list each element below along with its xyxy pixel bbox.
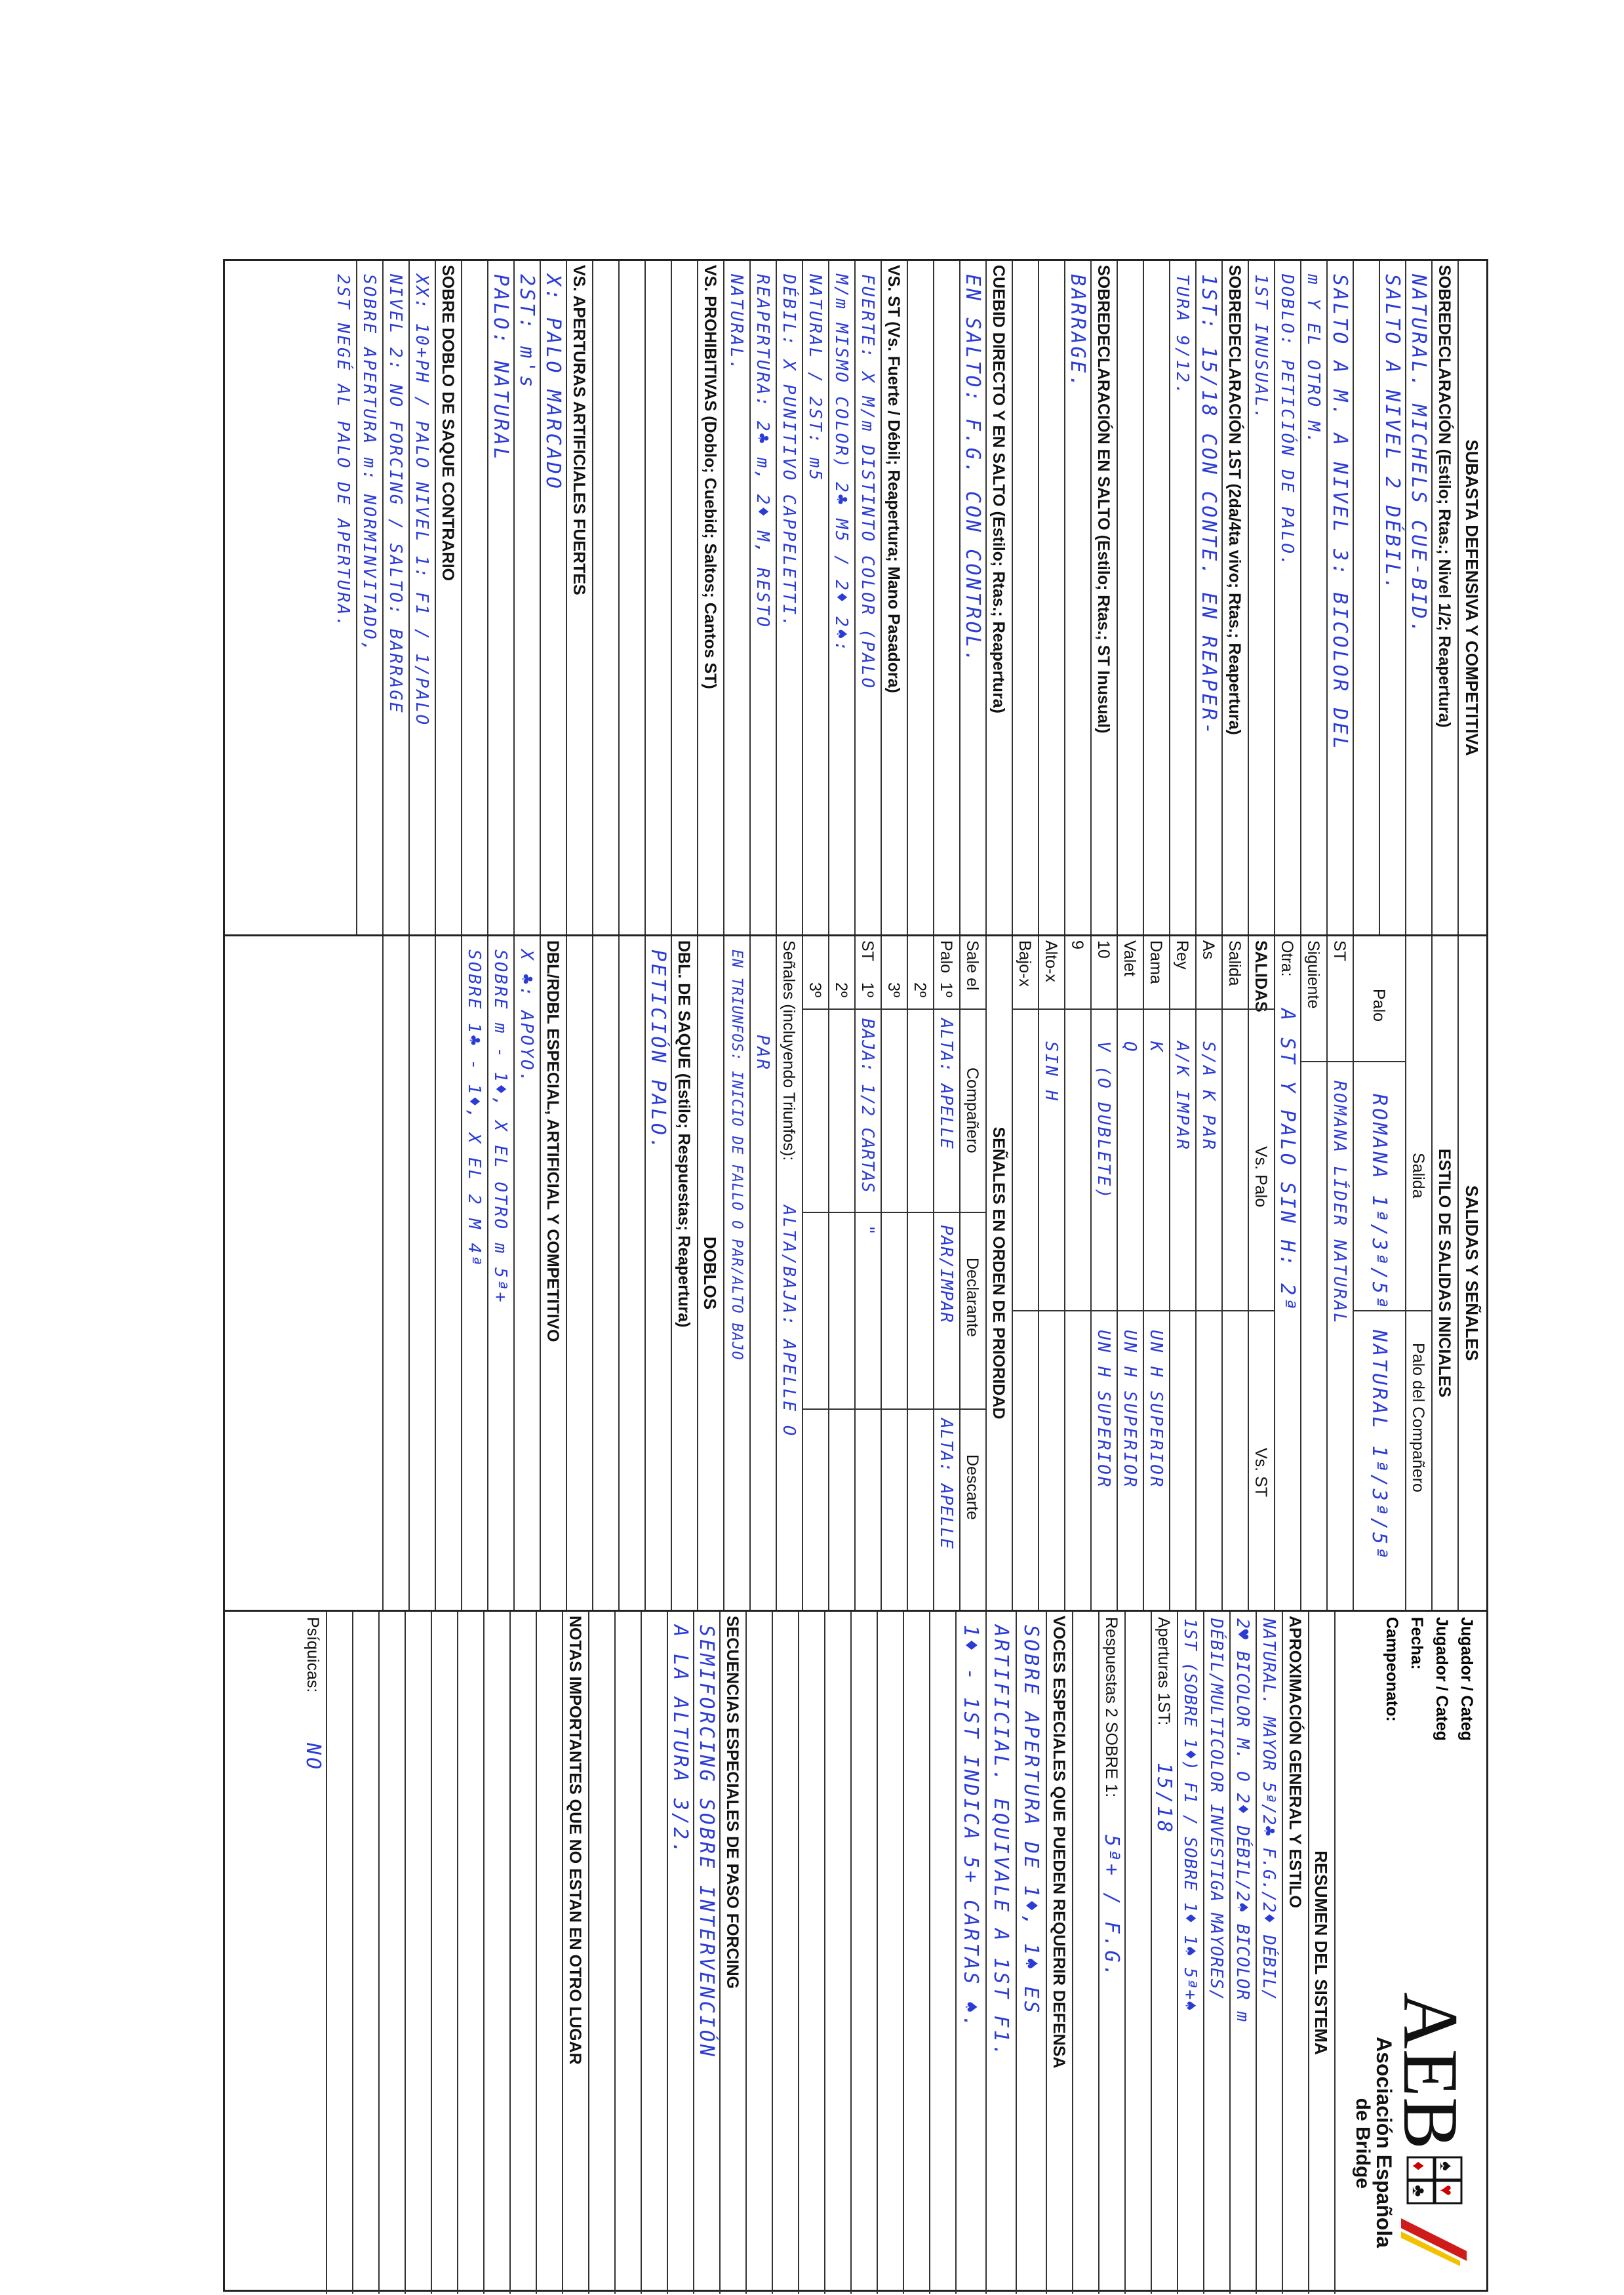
handwritten-text: UN H SUPERIOR xyxy=(1120,1330,1139,1489)
card-label: As xyxy=(1199,940,1218,960)
logo-sub: de Bridge xyxy=(1352,2098,1374,2189)
aeb-logo-mark xyxy=(1395,1986,1473,2267)
handwritten-line xyxy=(618,936,644,1610)
handwritten-text: SEMIFORCING SOBRE INTERVENCIÓN xyxy=(695,1625,718,2059)
handwritten-line xyxy=(457,1612,483,2294)
handwritten-text: PAR/IMPAR xyxy=(936,1225,956,1323)
handwritten-text: 1♦ - 1ST INDICA 5+ CARTAS ♠. xyxy=(959,1625,982,2030)
handwritten-text: 1ST: 15/18 CON CONTE. EN REAPER- xyxy=(1197,274,1220,737)
handwritten-line xyxy=(378,1612,405,2294)
leads-siguiente-row xyxy=(1300,936,1326,1610)
section-header: VOCES ESPECIALES QUE PUEDEN REQUERIR DEFENSA xyxy=(1046,1612,1072,2294)
panel-title: SUBASTA DEFENSIVA Y COMPETITIVA xyxy=(1457,261,1486,934)
handwritten-line xyxy=(955,1612,985,2294)
handwritten-text: X ♣: APOYO. xyxy=(517,949,536,1085)
signal-row xyxy=(881,936,907,1610)
signal-order-label: 1º xyxy=(858,982,877,998)
handwritten-text: 15/18 xyxy=(1153,1763,1176,1835)
handwritten-text: EN SALTO: F.G. CON CONTROL. xyxy=(961,274,984,665)
handwritten-line xyxy=(405,1612,431,2294)
handwritten-text: NATURAL / 2ST: m5 xyxy=(805,274,825,483)
handwritten-text: FUERTE: X M/m DISTINTO COLOR (PALO xyxy=(858,274,877,690)
signal-order-label: 3º xyxy=(884,982,903,998)
handwritten-text: DÉBIL: X PUNITIVO CAPPELETTI. xyxy=(779,274,799,629)
handwritten-text: XX: 10+PH / PALO NIVEL 1: F1 / 1/PALO xyxy=(412,274,431,727)
handwritten-text: PAR xyxy=(753,1035,772,1071)
handwritten-line xyxy=(614,1612,641,2294)
card-row xyxy=(1117,936,1143,1610)
leads-otra-row xyxy=(1274,936,1300,1610)
jugador-1-label: Jugador / Categ xyxy=(1457,1617,1476,1741)
handwritten-line xyxy=(513,261,540,934)
handwritten-line xyxy=(907,261,933,934)
signal-suit-label: Palo xyxy=(937,940,955,974)
handwritten-line xyxy=(828,261,854,934)
system-summary-panel xyxy=(225,1612,1486,2294)
handwritten-text: 5ª+ / F.G. xyxy=(1100,1835,1123,1980)
signal-row xyxy=(933,936,959,1610)
section-header: VS. PROHIBITIVAS (Doblo; Cuebid; Saltos; Cantos ST) xyxy=(697,261,723,934)
triunfos-row xyxy=(776,936,802,1610)
signal-order-label: 3º xyxy=(806,982,824,998)
handwritten-line xyxy=(540,261,566,934)
handwritten-line xyxy=(1064,261,1090,934)
card-label: 10 xyxy=(1094,940,1113,959)
handwritten-line xyxy=(588,1612,614,2294)
signals-table xyxy=(802,936,959,1610)
card-label: Rey xyxy=(1173,940,1191,970)
handwritten-text: REAPERTURA: 2♣ m, 2♦ M, RESTO xyxy=(753,274,772,629)
handwritten-line xyxy=(723,261,749,934)
handwritten-text: SOBRE m - 1♦, X EL OTRO m 5ª+ xyxy=(490,949,510,1304)
handwritten-line xyxy=(1405,261,1431,934)
section-header: VS. ST (Vs. Fuerte / Débil; Reapertura; Mano Pasadora) xyxy=(881,261,907,934)
handwritten-text: NATURAL. MAYOR 5ª/2♣ F.G./2♦ DÉBIL/ xyxy=(1259,1618,1278,2001)
handwritten-line xyxy=(592,936,618,1610)
card-row xyxy=(1169,936,1195,1610)
handwritten-line xyxy=(1016,1612,1046,2294)
svg-text:♦: ♦ xyxy=(1409,2161,1429,2171)
section-header: SOBREDECLARACIÓN (Estilo; Rtas.; Nivel 1/2; Reapertura) xyxy=(1431,261,1457,934)
logo-letters: AEB xyxy=(1395,1992,1473,2149)
handwritten-text: ALTA: APELLE xyxy=(936,1418,956,1549)
handwritten-text: 2ST: m's xyxy=(515,274,538,390)
handwritten-text: PETICIÓN PALO. xyxy=(646,949,669,1152)
handwritten-text: UN H SUPERIOR xyxy=(1146,1330,1166,1489)
handwritten-line xyxy=(1248,261,1274,934)
handwritten-line xyxy=(1038,261,1064,934)
section-header: DBL/RDBL ESPECIAL, ARTIFICIAL Y COMPETITIVO xyxy=(540,936,566,1610)
handwritten-line xyxy=(1256,1612,1282,2294)
jugador-2-label: Jugador / Categ xyxy=(1433,1617,1451,1741)
signal-row xyxy=(854,936,881,1610)
handwritten-line xyxy=(461,261,487,934)
signal-order-label: 1º xyxy=(937,982,955,998)
handwritten-text: PALO: NATURAL xyxy=(489,274,512,462)
handwritten-line xyxy=(641,1612,667,2294)
col-vs-st: Vs. ST xyxy=(1252,1448,1270,1498)
handwritten-line xyxy=(1117,261,1143,934)
handwritten-line xyxy=(326,1612,352,2294)
section-header: ESTILO DE SALIDAS INICIALES xyxy=(1431,936,1457,1610)
handwritten-line xyxy=(592,261,618,934)
handwritten-line xyxy=(854,261,881,934)
handwritten-line xyxy=(985,1612,1016,2294)
handwritten-line xyxy=(1379,261,1405,934)
handwritten-text: SALTO A NIVEL 2 DÉBIL. xyxy=(1381,274,1404,593)
handwritten-line xyxy=(487,261,513,934)
handwritten-line xyxy=(1072,1612,1098,2294)
handwritten-line xyxy=(749,261,776,934)
respuestas-label: Respuestas 2 SOBRE 1: xyxy=(1102,1617,1120,1798)
handwritten-text: SOBRE APERTURA m: NORMINVITADO, xyxy=(359,274,379,654)
handwritten-text: ALTA: APELLE xyxy=(936,1018,956,1149)
handwritten-text: A ST Y PALO SIN H: 2ª xyxy=(1276,1008,1299,1313)
signals-header-row xyxy=(959,936,985,1610)
handwritten-text: S/A K PAR xyxy=(1198,1041,1218,1151)
leads-signals-panel xyxy=(225,936,1486,1612)
section-header: SOBREDECLARACIÓN EN SALTO (Estilo; Rtas.; ST Inusual) xyxy=(1090,261,1117,934)
handwritten-text: NO xyxy=(302,1743,325,1772)
signal-order-label: 2º xyxy=(911,982,929,998)
col-salida: Salida xyxy=(1409,1153,1427,1199)
handwritten-line xyxy=(933,261,959,934)
card-row xyxy=(1038,936,1064,1610)
handwritten-line xyxy=(382,261,408,934)
col-sale: Sale el xyxy=(963,940,981,991)
handwritten-line xyxy=(1143,261,1169,934)
handwritten-line xyxy=(431,1612,457,2294)
handwritten-text: ALTA/BAJA: APELLE O xyxy=(779,1205,799,1438)
handwritten-text: DÉBIL/MULTICOLOR INVESTIGA MAYORES/ xyxy=(1206,1618,1226,2001)
handwritten-line xyxy=(644,261,671,934)
handwritten-line xyxy=(487,936,513,1610)
handwritten-text: ROMANA 1ª/3ª/5ª xyxy=(1368,1094,1391,1311)
handwritten-text: 2ST NEGÉ AL PALO DE APERTURA. xyxy=(333,274,353,629)
handwritten-text: TURA 9/12. xyxy=(1172,274,1192,397)
handwritten-line xyxy=(802,261,828,934)
row-siguiente-label: Siguiente xyxy=(1304,940,1322,1009)
svg-text:♣: ♣ xyxy=(1409,2185,1429,2197)
handwritten-line xyxy=(1169,261,1195,934)
handwritten-line xyxy=(509,1612,536,2294)
card-row xyxy=(1064,936,1090,1610)
doblos-header: DOBLOS xyxy=(697,936,723,1610)
triunfos-label: Señales (incluyendo Triunfos): xyxy=(780,940,798,1161)
handwritten-line xyxy=(959,261,985,934)
handwritten-line xyxy=(1177,1612,1203,2294)
section-header: NOTAS IMPORTANTES QUE NO ESTAN EN OTRO LUGAR xyxy=(562,1612,588,2294)
section-header: CUEBID DIRECTO Y EN SALTO (Estilo; Rtas.; Reapertura) xyxy=(985,261,1012,934)
handwritten-line xyxy=(749,936,776,1610)
handwritten-text: SIN H xyxy=(1041,1041,1061,1103)
handwritten-line xyxy=(824,1612,850,2294)
handwritten-text: m Y EL OTRO M. xyxy=(1303,274,1323,446)
psiquicas-label: Psíquicas: xyxy=(304,1617,322,1693)
card-label: Salida xyxy=(1225,940,1244,986)
handwritten-line xyxy=(408,261,435,934)
handwritten-text: EN TRIUNFOS: INICIO DE FALLO O PAR/ALTO BAJO xyxy=(728,949,745,1361)
salidas-header-row xyxy=(1248,936,1274,1610)
handwritten-line xyxy=(483,1612,509,2294)
row-st-label: ST xyxy=(1330,940,1349,961)
section-header: APROXIMACIÓN GENERAL Y ESTILO xyxy=(1282,1612,1308,2294)
handwritten-line xyxy=(382,936,408,1610)
cards-table xyxy=(1012,936,1248,1610)
psiquicas-row xyxy=(300,1612,326,2294)
handwritten-text: K xyxy=(1146,1041,1166,1054)
handwritten-line xyxy=(776,261,802,934)
handwritten-text: A LA ALTURA 3/2. xyxy=(669,1625,692,1856)
section-header: SOBREDECLARACIÓN 1ST (2da/4ta vivo; Rtas.; Reapertura) xyxy=(1221,261,1248,934)
handwritten-text: X: PALO MARCADO xyxy=(542,274,564,491)
handwritten-line xyxy=(667,1612,693,2294)
card-row xyxy=(1221,936,1248,1610)
col-palo-companero: Palo del Compañero xyxy=(1409,1343,1427,1492)
handwritten-line xyxy=(1203,1612,1229,2294)
signal-order-label: 2º xyxy=(832,982,850,998)
handwritten-text: 1ST (SOBRE 1♦) F1 / SOBRE 1♦ 1♠ 5ª+♠ xyxy=(1180,1618,1200,2012)
handwritten-text: SOBRE APERTURA DE 1♦, 1♠ ES xyxy=(1020,1625,1042,2016)
salidas-header: SALIDAS xyxy=(1252,940,1270,1012)
handwritten-line xyxy=(352,1612,378,2294)
handwritten-line xyxy=(513,936,540,1610)
respuestas-row xyxy=(1098,1612,1124,2294)
handwritten-line xyxy=(1353,261,1379,934)
svg-text:♠: ♠ xyxy=(1436,2161,1457,2171)
handwritten-line xyxy=(772,1612,798,2294)
handwritten-line xyxy=(903,1612,929,2294)
section-header: SECUENCIAS ESPECIALES DE PASO FORCING xyxy=(719,1612,745,2294)
handwritten-line xyxy=(536,1612,562,2294)
handwritten-text: DOBLO: PETICIÓN DE PALO. xyxy=(1277,274,1297,568)
handwritten-line xyxy=(1124,1612,1151,2294)
handwritten-line xyxy=(330,261,356,934)
handwritten-line xyxy=(356,936,382,1610)
handwritten-line xyxy=(408,936,435,1610)
handwritten-text: NATURAL. MICHELS CUE-BID. xyxy=(1407,274,1430,636)
card-label: Valet xyxy=(1120,940,1139,977)
handwritten-text: Q xyxy=(1120,1041,1139,1054)
handwritten-text: " xyxy=(858,1225,877,1236)
handwritten-line xyxy=(693,1612,719,2294)
handwritten-line xyxy=(877,1612,903,2294)
leads-st-row xyxy=(1326,936,1353,1610)
handwritten-line xyxy=(356,261,382,934)
campeonato-label: Campeonato: xyxy=(1383,1617,1401,1722)
card-row xyxy=(1195,936,1221,1610)
card-row xyxy=(1090,936,1117,1610)
header-block xyxy=(1334,1612,1486,2294)
logo-name: Asociación Española xyxy=(1372,2037,1396,2248)
handwritten-line xyxy=(798,1612,824,2294)
handwritten-line xyxy=(461,936,487,1610)
handwritten-text: M/m MISMO COLOR) 2♣ M5 / 2♦ 2♠: xyxy=(831,274,851,654)
svg-text:♥: ♥ xyxy=(1436,2185,1457,2196)
row-palo-label: Palo xyxy=(1370,989,1388,1022)
defensive-bidding-panel xyxy=(225,261,1486,936)
card-row xyxy=(1012,936,1038,1610)
handwritten-text: SOBRE 1♣ - 1♦, X EL 2 M 4ª xyxy=(464,949,484,1267)
resumen-header: RESUMEN DEL SISTEMA xyxy=(1308,1612,1334,2294)
signal-row xyxy=(828,936,854,1610)
col-vs-palo: Vs. Palo xyxy=(1252,1146,1270,1208)
card-row xyxy=(1143,936,1169,1610)
col-declarante: Declarante xyxy=(963,1258,981,1337)
handwritten-line xyxy=(435,936,461,1610)
handwritten-text: UN H SUPERIOR xyxy=(1094,1330,1113,1489)
handwritten-text: A/K IMPAR xyxy=(1172,1041,1192,1151)
section-header: DBL. DE SAQUE (Estilo; Respuestas; Reapertura) xyxy=(671,936,697,1610)
handwritten-line xyxy=(1274,261,1300,934)
handwritten-text: NATURAL 1ª/3ª/5ª xyxy=(1368,1330,1391,1561)
handwritten-line xyxy=(1195,261,1221,934)
handwritten-text: NATURAL. xyxy=(726,274,746,372)
col-companero: Compañero xyxy=(963,1068,981,1153)
card-label: Alto-x xyxy=(1042,940,1060,982)
section-header: SEÑALES EN ORDEN DE PRIORIDAD xyxy=(985,936,1012,1610)
aeb-logo xyxy=(1352,1986,1473,2267)
panel-title: SALIDAS Y SEÑALES xyxy=(1457,936,1486,1610)
card-label: 9 xyxy=(1068,940,1086,949)
card-label: Dama xyxy=(1147,940,1165,984)
handwritten-line xyxy=(618,261,644,934)
handwritten-line xyxy=(745,1612,772,2294)
signal-row xyxy=(907,936,933,1610)
handwritten-text: NIVEL 2: NO FORCING / SALTO: BARRAGE xyxy=(386,274,405,715)
handwritten-text: SALTO A M. A NIVEL 3: BICOLOR DEL xyxy=(1328,274,1351,752)
handwritten-line xyxy=(644,936,671,1610)
convention-card xyxy=(223,259,1488,2292)
handwritten-line xyxy=(929,1612,955,2294)
card-label: Bajo-x xyxy=(1016,940,1034,987)
handwritten-line xyxy=(1326,261,1353,934)
signal-suit-label: ST xyxy=(858,940,877,961)
handwritten-text: 1ST INUSUAL. xyxy=(1251,274,1271,421)
fecha-label: Fecha: xyxy=(1408,1617,1426,1670)
leads-header-row xyxy=(1405,936,1431,1610)
leads-palo-row xyxy=(1353,936,1405,1610)
handwritten-text: 2♥ BICOLOR M. O 2♦ DÉBIL/2♠ BICOLOR m xyxy=(1233,1618,1252,2023)
handwritten-line xyxy=(723,936,749,1610)
aperturas-label: Aperturas 1ST: xyxy=(1155,1617,1173,1726)
row-otra-label: Otra: xyxy=(1278,940,1296,977)
section-header: VS. APERTURAS ARTIFICIALES FUERTES xyxy=(566,261,592,934)
section-header: SOBRE DOBLO DE SAQUE CONTRARIO xyxy=(435,261,461,934)
handwritten-line xyxy=(1012,261,1038,934)
handwritten-text: BAJA: 1/2 CARTAS xyxy=(858,1018,877,1193)
rotated-form-stage xyxy=(223,259,1488,2292)
handwritten-line xyxy=(671,261,697,934)
handwritten-line xyxy=(850,1612,877,2294)
signal-row xyxy=(802,936,828,1610)
aperturas-row xyxy=(1151,1612,1177,2294)
handwritten-text: ROMANA LÍDER NATURAL xyxy=(1330,1081,1349,1326)
handwritten-text: V (O DUBLETE) xyxy=(1094,1041,1113,1201)
handwritten-line xyxy=(566,936,592,1610)
handwritten-text: ARTIFICIAL. EQUIVALE A 1ST F1. xyxy=(989,1625,1012,2059)
handwritten-line xyxy=(1229,1612,1256,2294)
col-descarte: Descarte xyxy=(963,1454,981,1521)
handwritten-text: BARRAGE. xyxy=(1066,274,1089,390)
handwritten-line xyxy=(1300,261,1326,934)
